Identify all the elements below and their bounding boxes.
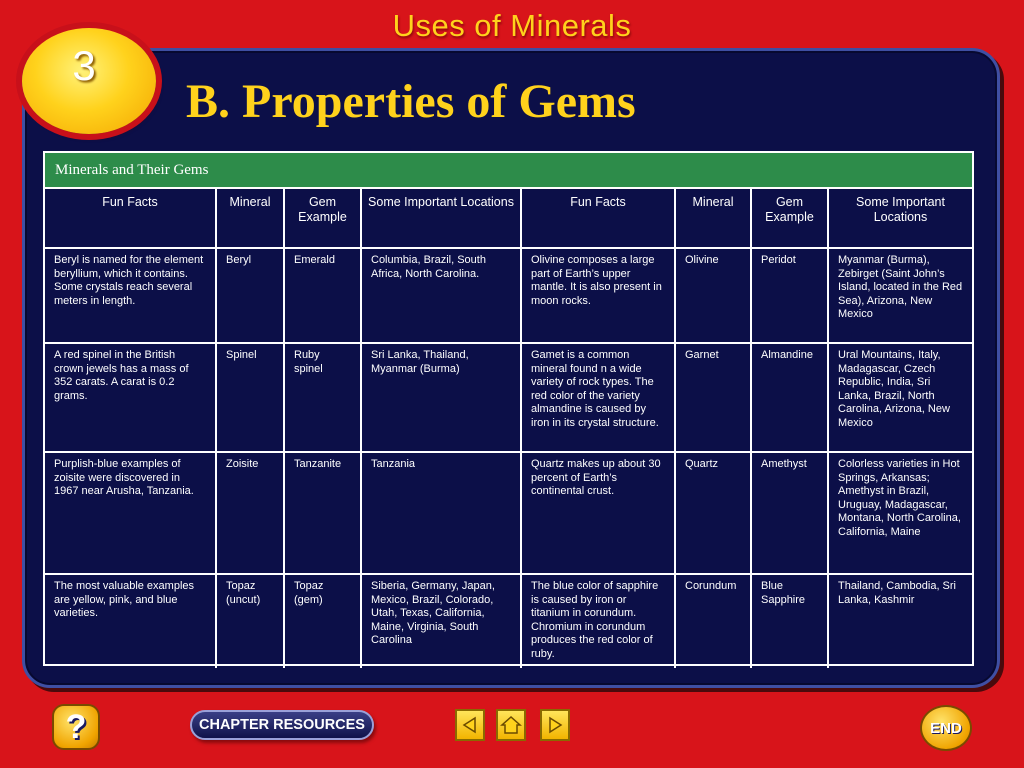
home-button[interactable]	[496, 709, 526, 741]
table-cell: Corundum	[675, 574, 751, 668]
table-cell: Emerald	[284, 248, 361, 343]
table-cell: A red spinel in the British crown jewels has a mass of 352 carats. A carat is 0.2 grams.	[45, 343, 216, 452]
column-header: Fun Facts	[45, 189, 216, 248]
table-cell: Beryl	[216, 248, 284, 343]
table-cell: Amethyst	[751, 452, 828, 574]
table-cell: Thailand, Cambodia, Sri Lanka, Kashmir	[828, 574, 972, 668]
table-cell: Beryl is named for the element beryllium, which it contains. Some crystals reach several meters in length.	[45, 248, 216, 343]
table-cell: Colorless varieties in Hot Springs, Arkansas; Amethyst in Brazil, Uruguay, Madagascar, Montana, North Carolina, California, Maine	[828, 452, 972, 574]
table-cell: Myanmar (Burma), Zebirget (Saint John’s Island, located in the Red Sea), Arizona, New Mexico	[828, 248, 972, 343]
table-cell: Olivine composes a large part of Earth’s upper mantle. It is also present in moon rocks.	[521, 248, 675, 343]
previous-button[interactable]	[455, 709, 485, 741]
end-button[interactable]: END	[920, 705, 972, 751]
chapter-number: 3	[72, 42, 96, 89]
table-cell: Sri Lanka, Thailand, Myanmar (Burma)	[361, 343, 521, 452]
column-header: Mineral	[216, 189, 284, 248]
table-cell: Almandine	[751, 343, 828, 452]
help-button[interactable]	[52, 704, 100, 750]
table-cell: The blue color of sapphire is caused by iron or titanium in corundum. Chromium in corundum produces the red color of ruby.	[521, 574, 675, 668]
right-arrow-icon	[545, 715, 565, 735]
table-cell: The most valuable examples are yellow, pink, and blue varieties.	[45, 574, 216, 668]
table-cell: Topaz (gem)	[284, 574, 361, 668]
column-header: Gem Example	[284, 189, 361, 248]
section-title: Uses of Minerals	[392, 8, 632, 43]
table-cell: Blue Sapphire	[751, 574, 828, 668]
table-cell: Ural Mountains, Italy, Madagascar, Czech Republic, India, Sri Lanka, Brazil, North Carolina, Arizona, New Mexico	[828, 343, 972, 452]
chapter-badge	[22, 28, 156, 134]
column-header: Fun Facts	[521, 189, 675, 248]
table-cell: Topaz (uncut)	[216, 574, 284, 668]
column-header: Some Important Locations	[361, 189, 521, 248]
table-row	[45, 452, 972, 574]
table-row	[45, 248, 972, 343]
page-title: B. Properties of Gems	[186, 75, 636, 128]
table-cell: Gamet is a common mineral found n a wide variety of rock types. The red color of the variety almandine is caused by iron in its crystal structure.	[521, 343, 675, 452]
column-header: Gem Example	[751, 189, 828, 248]
table-cell: Peridot	[751, 248, 828, 343]
question-mark-icon: ?	[65, 708, 87, 746]
table-cell: Quartz	[675, 452, 751, 574]
column-header: Mineral	[675, 189, 751, 248]
table-cell: Columbia, Brazil, South Africa, North Carolina.	[361, 248, 521, 343]
table-caption: Minerals and Their Gems	[45, 153, 972, 189]
table-cell: Garnet	[675, 343, 751, 452]
chapter-resources-button[interactable]: CHAPTER RESOURCES	[190, 710, 374, 740]
table-cell: Siberia, Germany, Japan, Mexico, Brazil, Colorado, Utah, Texas, California, Maine, Virginia, South Carolina	[361, 574, 521, 668]
table-cell: Zoisite	[216, 452, 284, 574]
table-cell: Olivine	[675, 248, 751, 343]
table-cell: Spinel	[216, 343, 284, 452]
table-header-row	[45, 189, 972, 248]
table-cell: Purplish-blue examples of zoisite were discovered in 1967 near Arusha, Tanzania.	[45, 452, 216, 574]
table-row	[45, 343, 972, 452]
home-icon	[500, 715, 522, 735]
gems-table	[43, 151, 974, 666]
left-arrow-icon	[460, 715, 480, 735]
table-cell: Quartz makes up about 30 percent of Earth’s continental crust.	[521, 452, 675, 574]
table-cell: Tanzania	[361, 452, 521, 574]
table-cell: Tanzanite	[284, 452, 361, 574]
table-row	[45, 574, 972, 668]
table-cell: Ruby spinel	[284, 343, 361, 452]
column-header: Some Important Locations	[828, 189, 972, 248]
next-button[interactable]	[540, 709, 570, 741]
